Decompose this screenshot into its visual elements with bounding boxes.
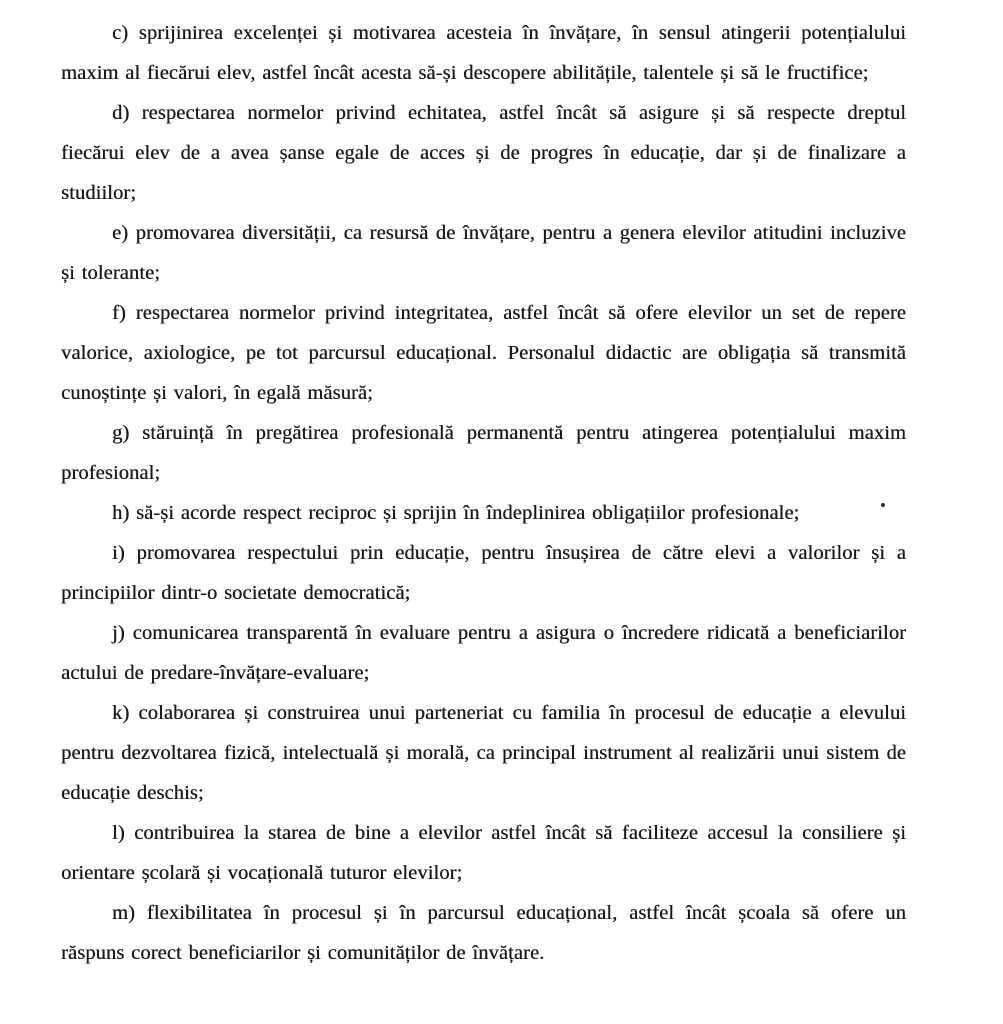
- paragraph-h: h) să-și acorde respect reciproc și sprijin în îndeplinirea obligațiilor profesionale;: [112, 502, 800, 524]
- paragraph-d: d) respectarea normelor privind echitatea, astfel încât să asigure și să respecte dreptul fiecărui elev de a avea șanse egale de acces și de progres în educație, dar și de finalizare a studiilor;: [61, 102, 906, 204]
- ink-speck-artifact: [881, 503, 885, 507]
- paragraph-k: k) colaborarea și construirea unui parteneriat cu familia în procesul de educație a elevului pentru dezvoltarea fizică, intelectuală și morală, ca principal instrument al realizării unui sistem de educație deschis;: [61, 702, 906, 804]
- paragraph-e: e) promovarea diversității, ca resursă de învățare, pentru a genera elevilor atitudini incluzive și tolerante;: [61, 222, 906, 284]
- paragraph-i: i) promovarea respectului prin educație, pentru însușirea de către elevi a valorilor și a principiilor dintr-o societate democratică;: [61, 542, 906, 604]
- paragraph-g: g) stăruință în pregătirea profesională permanentă pentru atingerea potențialului maxim profesional;: [61, 422, 906, 484]
- paragraph-m: m) flexibilitatea în procesul și în parcursul educațional, astfel încât școala să ofere un răspuns corect beneficiarilor și comunităților de învățare.: [61, 902, 906, 964]
- paragraph-c: c) sprijinirea excelenței și motivarea acesteia în învățare, în sensul atingerii potențialului maxim al fiecărui elev, astfel încât acesta să-și descopere abilitățile, talentele și să le fructifice;: [61, 22, 906, 84]
- paragraph-j: j) comunicarea transparentă în evaluare pentru a asigura o încredere ridicată a beneficiarilor actului de predare-învățare-evaluare;: [61, 622, 906, 684]
- paragraph-f: f) respectarea normelor privind integritatea, astfel încât să ofere elevilor un set de repere valorice, axiologice, pe tot parcursul educațional. Personalul didactic are obligația să transmită cunoștințe și valori, în egală măsură;: [61, 302, 906, 404]
- paragraph-l: l) contribuirea la starea de bine a elevilor astfel încât să faciliteze accesul la consiliere și orientare școlară și vocațională tuturor elevilor;: [61, 822, 906, 884]
